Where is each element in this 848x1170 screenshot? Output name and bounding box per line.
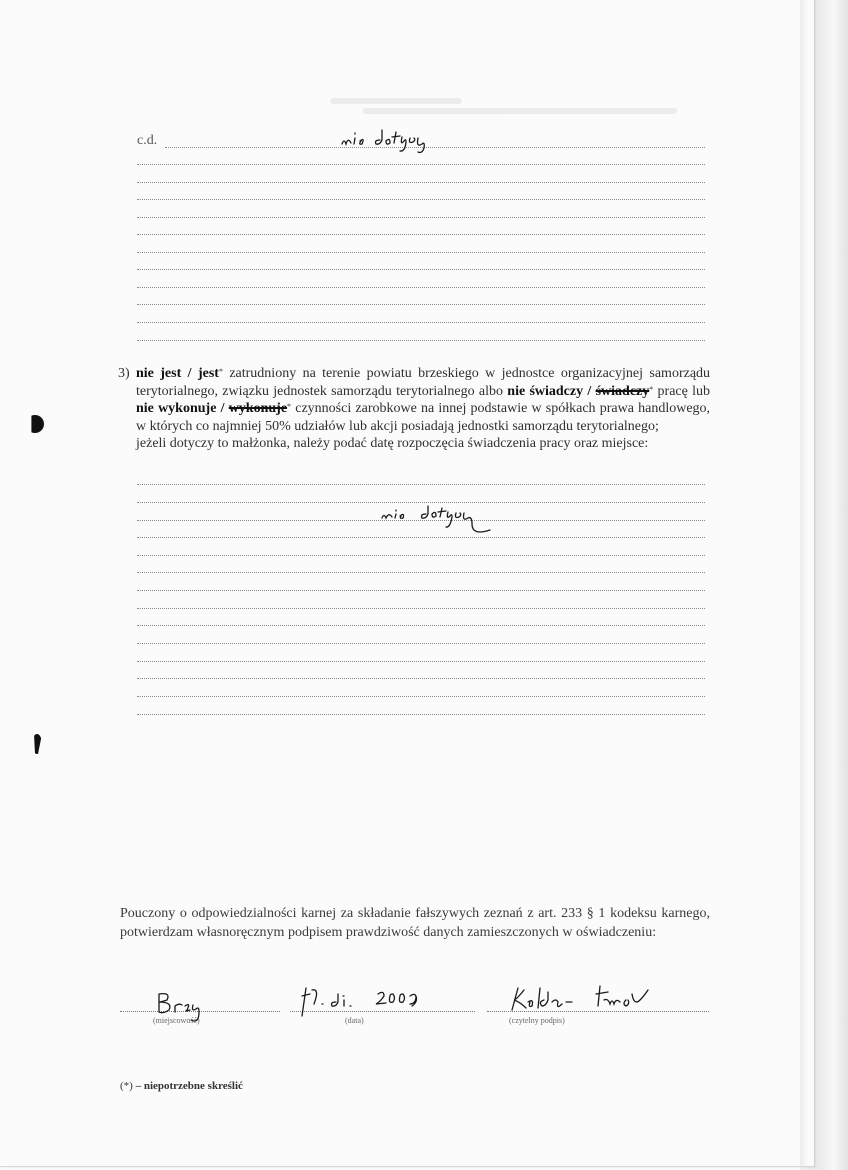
- option-not-employed: nie jest: [136, 366, 182, 381]
- separator: /: [220, 401, 225, 417]
- answer-line: [137, 590, 705, 591]
- section-3-part3: czynności zarobkowe na innej podstawie w spółkach prawa handlowego, w których co najmniej 50% udziałów lub akcji posiadają jednostki samorządu terytorialnego;: [136, 401, 711, 434]
- punch-hole: [26, 415, 44, 433]
- spouse-instruction: jeżeli dotyczy to małżonka, należy podać datę rozpoczęcia świadczenia pracy oraz miejsce:: [136, 436, 649, 452]
- answer-line: [137, 625, 705, 626]
- section-3-text: [136, 365, 710, 453]
- answer-line: [137, 555, 705, 556]
- option-perform-struck: świadczy: [595, 383, 650, 399]
- answer-line: [137, 661, 705, 662]
- footnote-marker: (*): [120, 1080, 133, 1092]
- asterisk: *: [218, 367, 223, 376]
- separator: /: [187, 366, 192, 381]
- signature-caption: (czytelny podpis): [509, 1016, 565, 1025]
- answer-line: [137, 287, 705, 288]
- answer-line: [137, 199, 705, 200]
- answer-line: [137, 484, 705, 485]
- option-do-struck: wykonuje: [228, 401, 288, 417]
- answer-line: [137, 252, 705, 253]
- answer-line: [137, 182, 705, 183]
- asterisk: *: [287, 402, 292, 412]
- date-caption: (data): [345, 1016, 364, 1025]
- continuation-label: c.d.: [137, 133, 158, 148]
- separator: /: [587, 383, 592, 399]
- option-not-do: nie wykonuje: [136, 401, 217, 417]
- answer-line: [137, 164, 705, 165]
- handwritten-signature: [508, 980, 658, 1021]
- section-number: 3): [118, 366, 130, 381]
- footnote-text: – niepotrzebne skreślić: [132, 1080, 243, 1092]
- section-3-part2: pracę lub: [657, 383, 711, 399]
- answer-line: [137, 643, 705, 644]
- option-employed: jest: [197, 366, 219, 381]
- answer-line: [137, 572, 705, 573]
- answer-line: [137, 217, 705, 218]
- answer-line: [137, 696, 705, 697]
- liability-statement: Pouczony o odpowiedzialności karnej za składanie fałszywych zeznań z art. 233 § 1 kodeksu karnego, potwierdzam własnoręcznym podpisem prawdziwość danych zamieszczonych w oświadczeniu:: [120, 906, 710, 940]
- answer-line: [137, 322, 705, 323]
- answer-line: [137, 234, 705, 235]
- answer-line: [137, 678, 705, 679]
- bleed-through-text: [330, 94, 660, 124]
- answer-line: [137, 608, 705, 609]
- place-caption: (miejscowość): [153, 1016, 200, 1025]
- footnote: [120, 1080, 243, 1092]
- punch-hole: [32, 734, 42, 754]
- handwritten-answer-top: [340, 124, 440, 159]
- answer-line: [137, 304, 705, 305]
- page-edge: [800, 0, 808, 1166]
- answer-line: [137, 340, 705, 341]
- handwritten-answer-section3: [380, 502, 500, 547]
- asterisk: *: [649, 384, 654, 394]
- section-3-part1: zatrudniony na terenie powiatu brzeskiego w jednostce organizacyjnej samorządu terytorialnego, związku jednostek samorządu terytorialnego albo: [136, 366, 711, 399]
- answer-line: [137, 269, 705, 270]
- section-3: [118, 365, 710, 453]
- answer-line: [137, 714, 705, 715]
- option-not-perform: nie świadczy: [507, 383, 584, 399]
